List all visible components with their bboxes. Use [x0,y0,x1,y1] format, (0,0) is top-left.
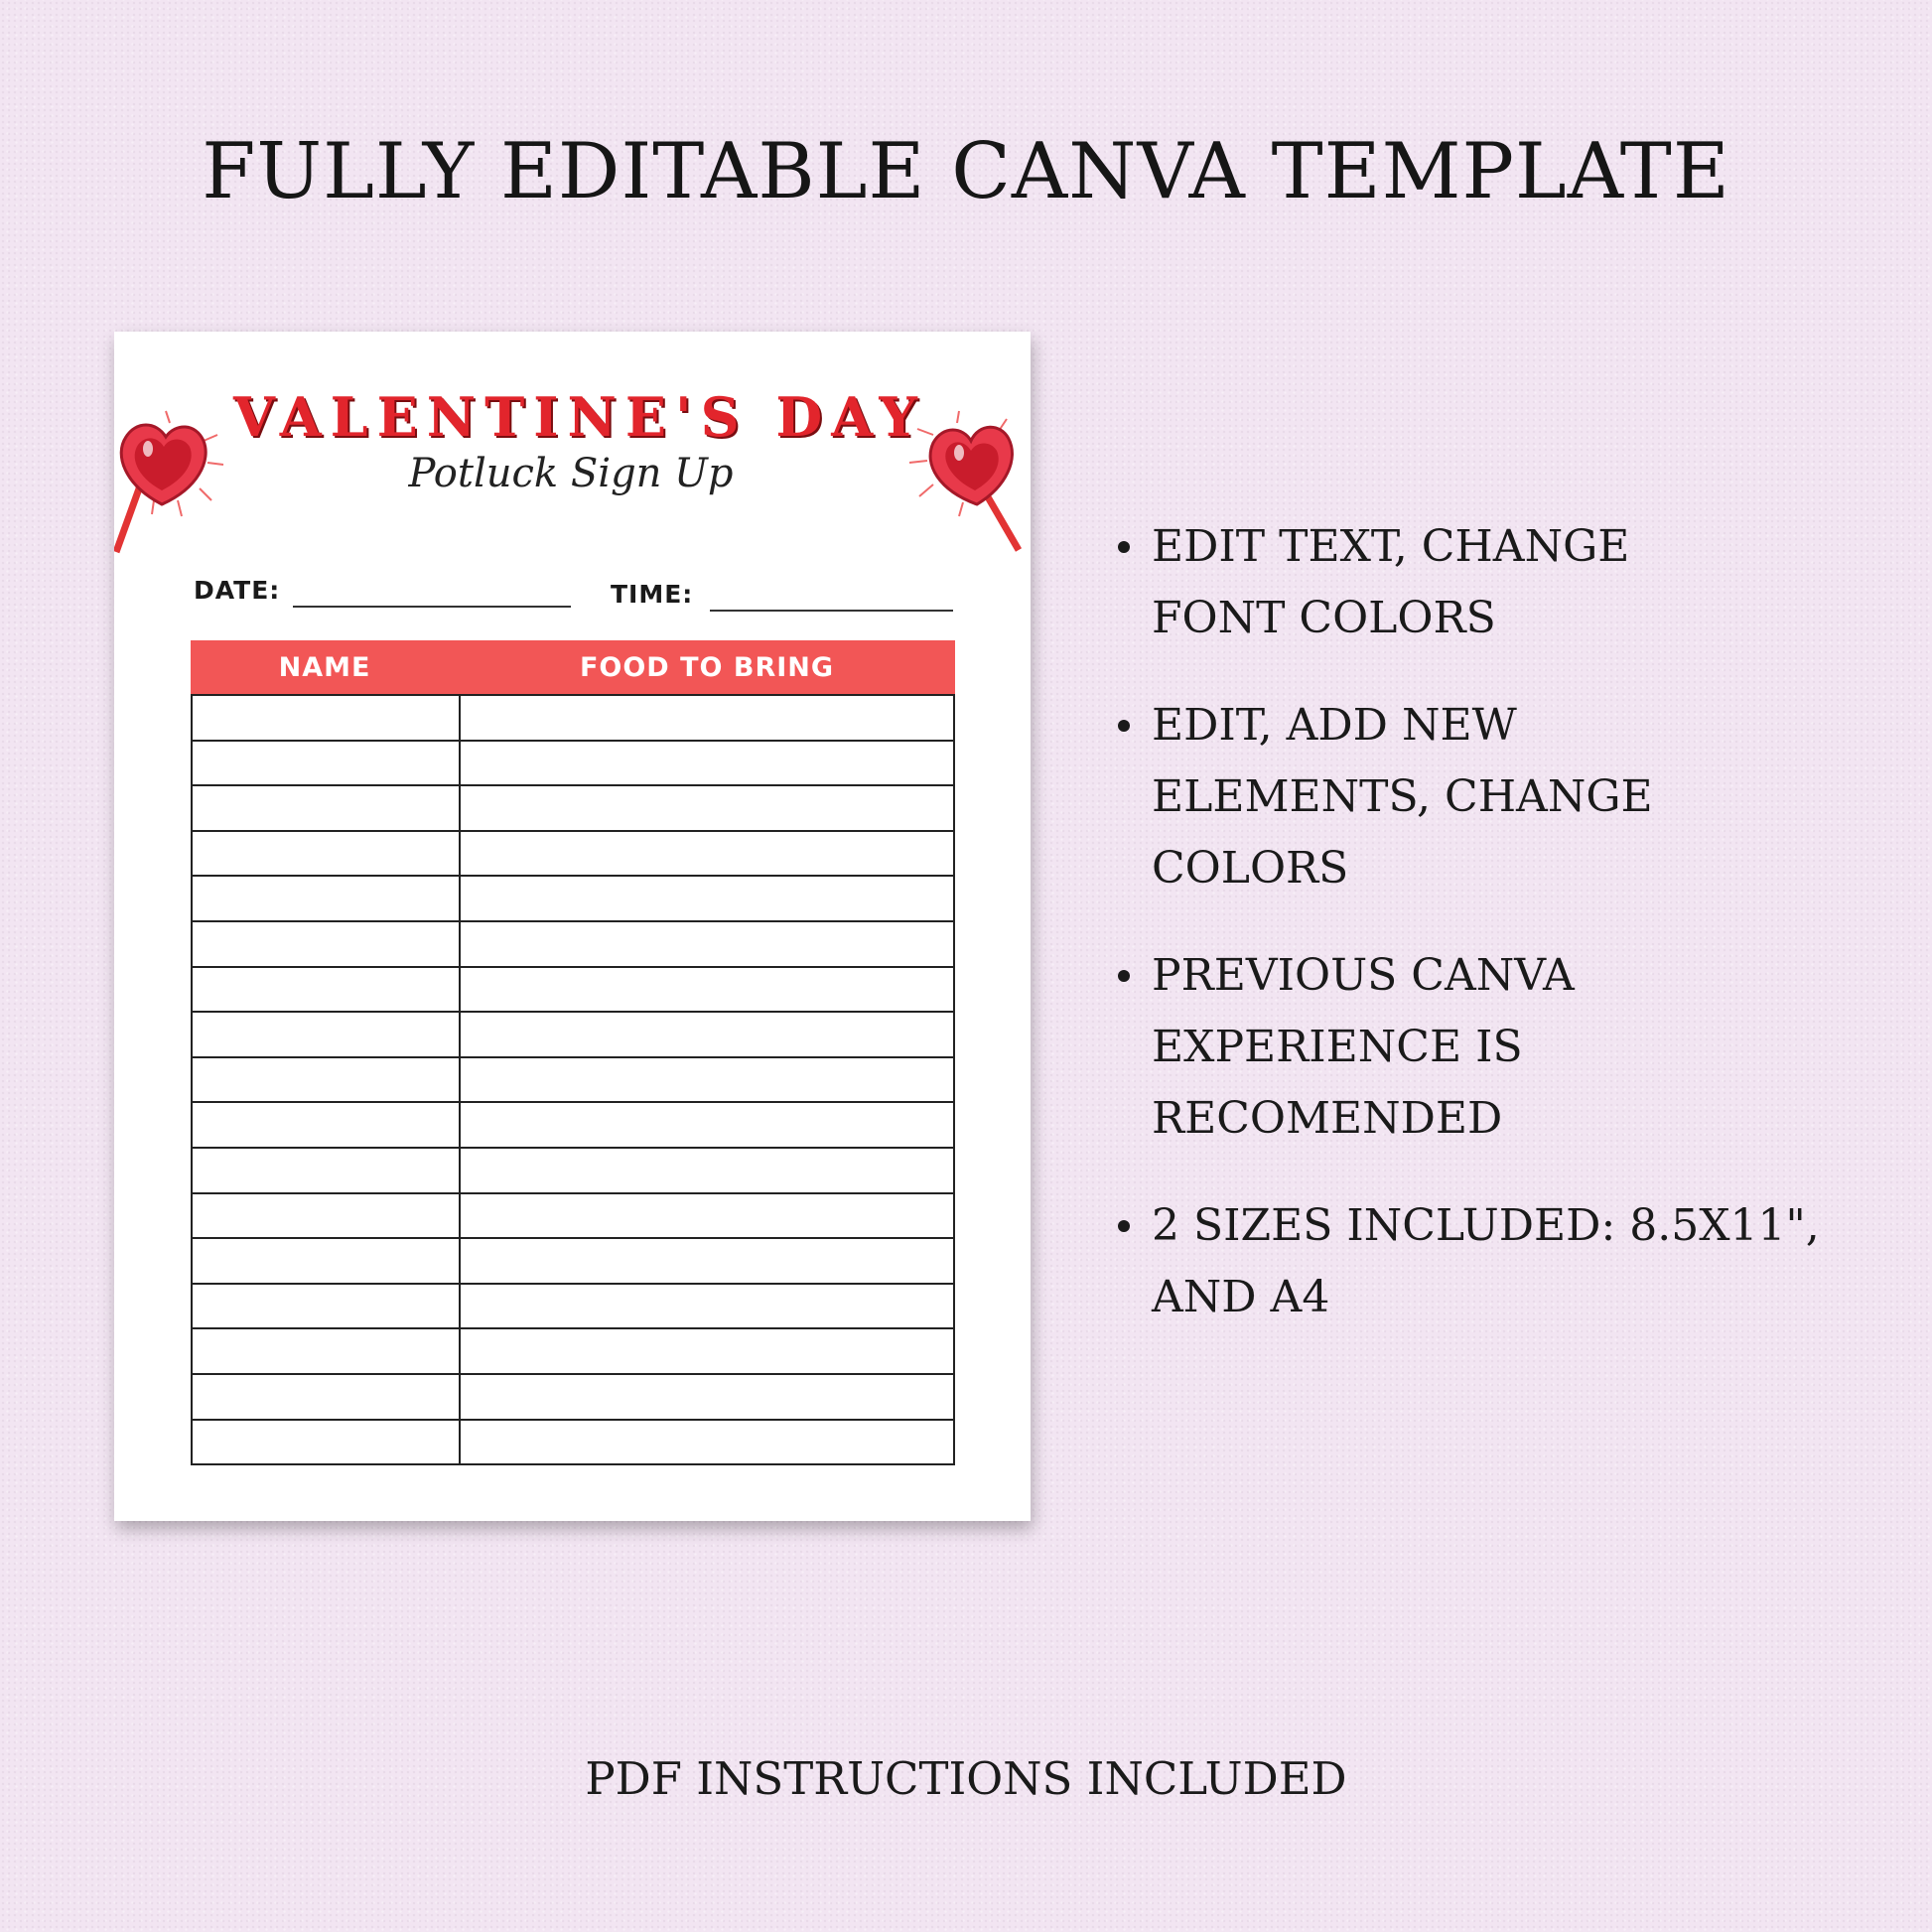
food-cell [461,877,953,920]
column-header-name: NAME [278,651,371,683]
name-cell [193,1375,461,1419]
food-cell [461,922,953,966]
table-row [193,694,953,740]
food-cell [461,1421,953,1464]
table-row [193,1327,953,1373]
food-cell [461,1103,953,1147]
headline: FULLY EDITABLE CANVA TEMPLATE [202,127,1730,216]
time-line [710,610,953,612]
bullet-icon [1118,1220,1130,1232]
date-label: DATE: [194,576,281,605]
feature-text: EDIT TEXT, CHANGE FONT COLORS [1152,521,1630,643]
feature-item [1112,511,1886,654]
feature-item [1112,690,1886,904]
name-cell [193,1421,461,1464]
table-row [193,920,953,966]
table-header [191,640,955,694]
food-cell [461,786,953,830]
name-cell [193,696,461,740]
template-title: VALENTINE'S DAY [233,385,926,449]
name-cell [193,786,461,830]
name-cell [193,968,461,1012]
table-row [193,1056,953,1102]
table-row [193,1011,953,1056]
table-row [193,830,953,876]
food-cell [461,1285,953,1328]
bullet-icon [1118,970,1130,982]
footer-note: PDF INSTRUCTIONS INCLUDED [585,1752,1347,1805]
name-cell [193,1149,461,1192]
food-cell [461,1149,953,1192]
feature-text: 2 SIZES INCLUDED: 8.5X11", AND A4 [1152,1200,1820,1322]
food-cell [461,1058,953,1102]
column-header-food: FOOD TO BRING [579,651,835,683]
bullet-icon [1118,720,1130,732]
feature-list [1112,511,1886,1369]
heart-lollipop-icon [114,401,243,560]
feature-item [1112,940,1886,1155]
food-cell [461,1013,953,1056]
table-row [193,784,953,830]
feature-item [1112,1190,1886,1333]
food-cell [461,1194,953,1238]
bullet-icon [1118,541,1130,553]
food-cell [461,1375,953,1419]
signup-table [191,640,955,1465]
food-cell [461,742,953,785]
food-cell [461,832,953,876]
feature-text: PREVIOUS CANVA EXPERIENCE IS RECOMENDED [1152,950,1575,1144]
name-cell [193,877,461,920]
name-cell [193,1013,461,1056]
table-row [193,875,953,920]
name-cell [193,1329,461,1373]
table-row [193,1283,953,1328]
table-row [193,1192,953,1238]
table-row [193,1147,953,1192]
name-cell [193,1103,461,1147]
name-cell [193,1239,461,1283]
date-line [293,606,571,608]
food-cell [461,1329,953,1373]
name-cell [193,1194,461,1238]
name-cell [193,1285,461,1328]
name-cell [193,832,461,876]
table-row [193,1373,953,1419]
table-row [193,1419,953,1464]
time-label: TIME: [611,580,694,609]
food-cell [461,1239,953,1283]
name-cell [193,922,461,966]
name-cell [193,1058,461,1102]
template-subtitle: Potluck Sign Up [408,451,734,496]
table-row [193,1237,953,1283]
table-row [193,1101,953,1147]
food-cell [461,968,953,1012]
feature-text: EDIT, ADD NEW ELEMENTS, CHANGE COLORS [1152,700,1653,894]
table-body [191,694,955,1465]
template-preview [114,332,1031,1521]
food-cell [461,696,953,740]
name-cell [193,742,461,785]
table-row [193,966,953,1012]
table-row [193,740,953,785]
